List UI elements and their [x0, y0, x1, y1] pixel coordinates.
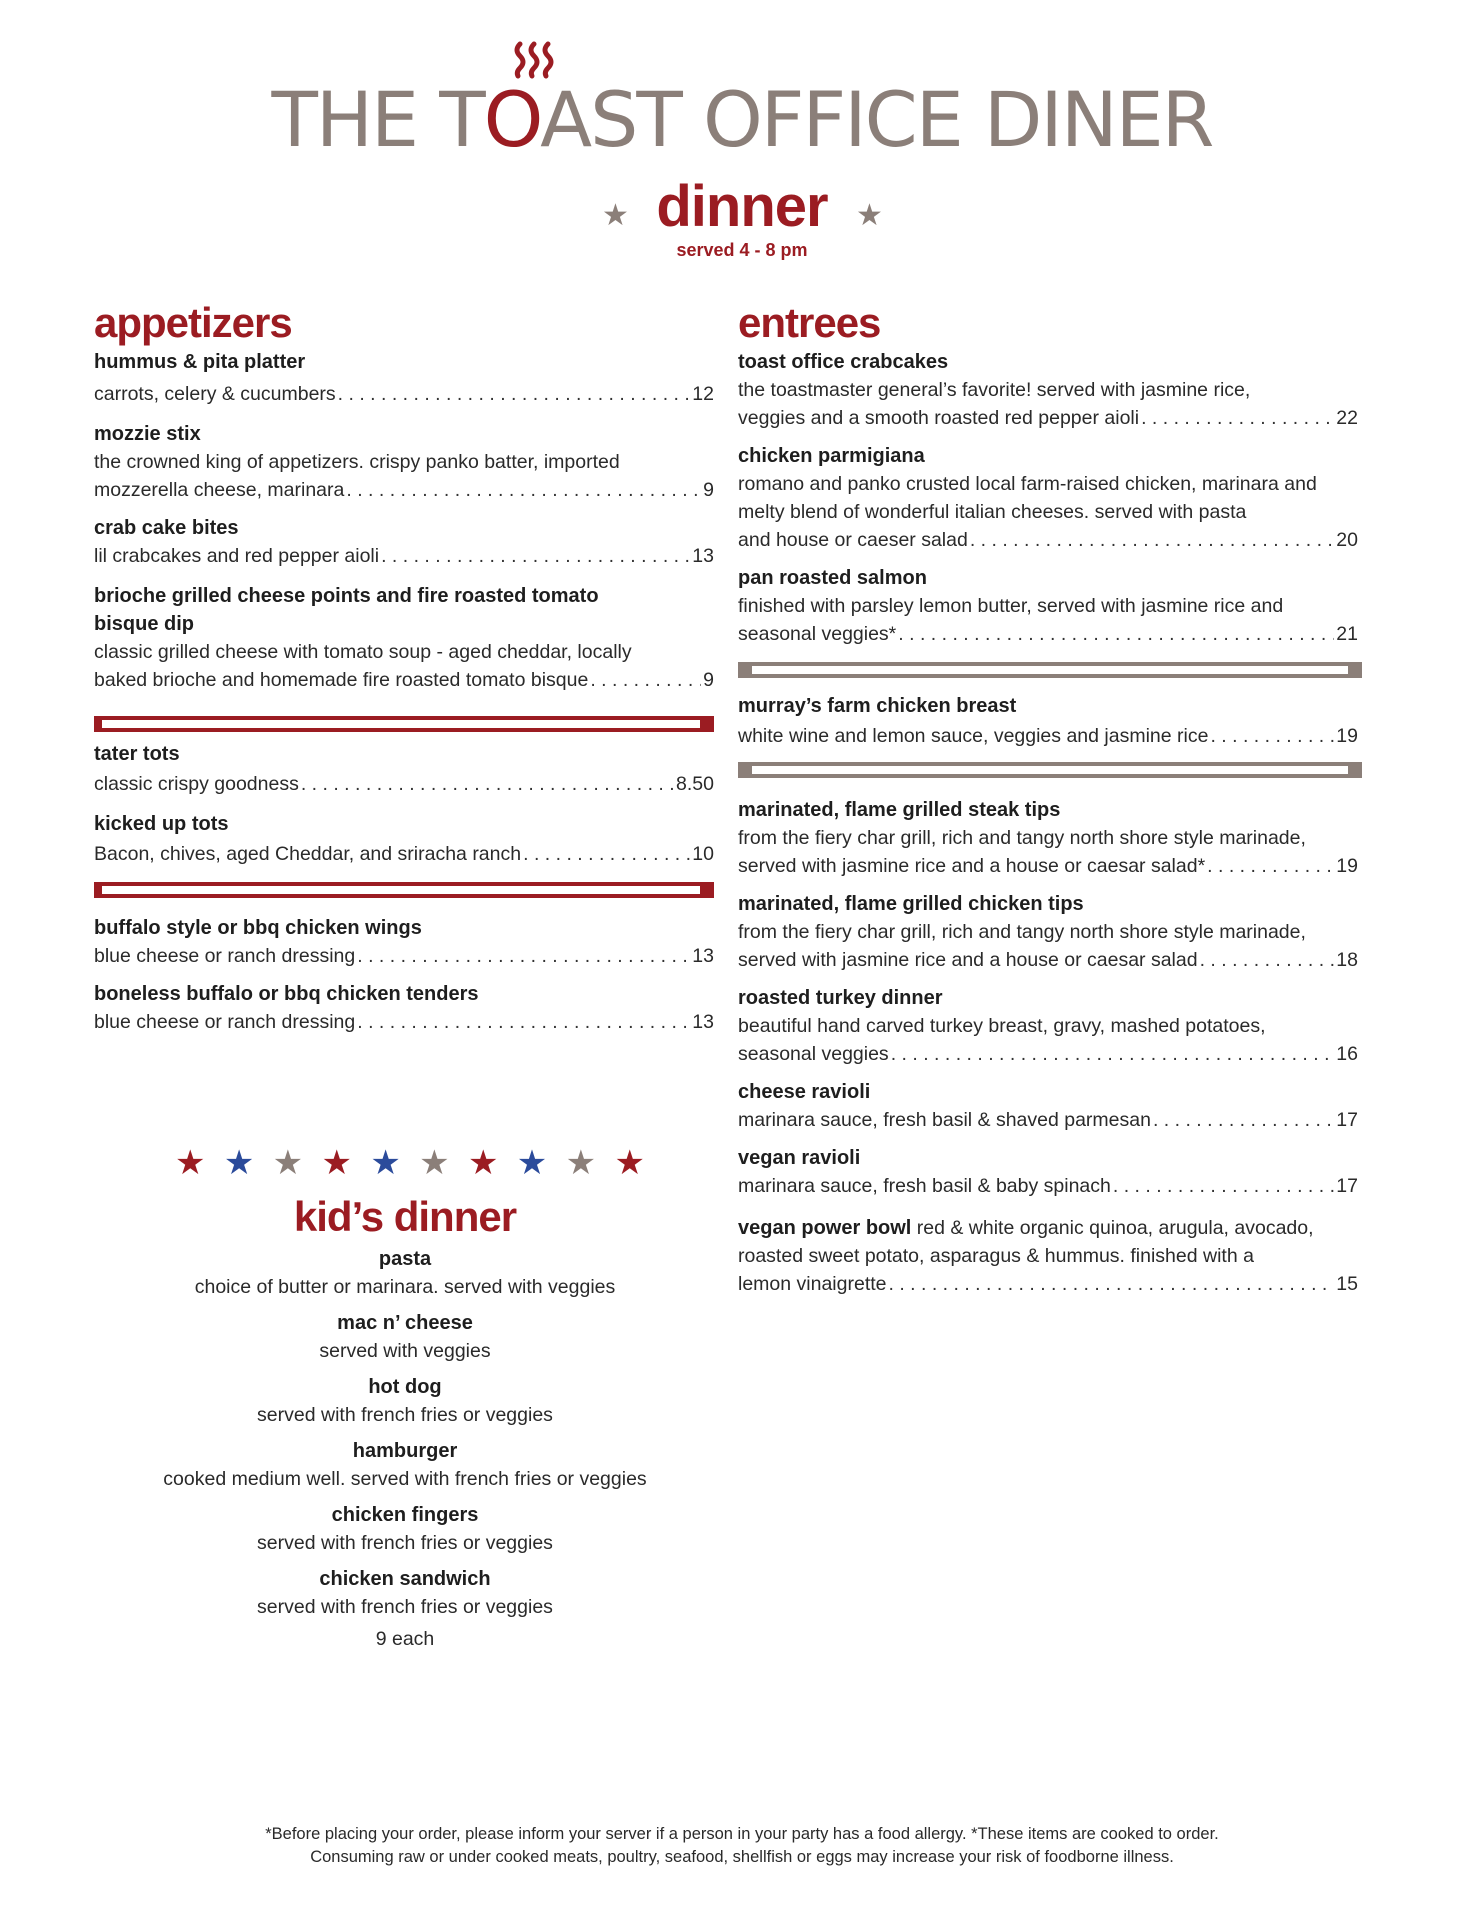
dinner-title: dinner — [656, 174, 828, 239]
item-price-line — [738, 620, 1358, 648]
item-price-line — [738, 404, 1358, 432]
menu-item-body — [94, 638, 714, 694]
item-desc: served with jasmine rice and a house or caesar salad — [738, 949, 1198, 971]
item-desc: lemon vinaigrette — [738, 1273, 887, 1295]
restaurant-name-o: O — [483, 75, 541, 164]
star-icon: ★ — [175, 1144, 206, 1182]
menu-item — [94, 348, 714, 408]
star-icon: ★ — [321, 1144, 352, 1182]
menu-item — [94, 514, 714, 570]
item-name: marinated, flame grilled chicken tips — [738, 893, 1084, 915]
section-divider — [738, 762, 1362, 778]
item-price-line — [738, 722, 1358, 750]
kids-item-name: mac n’ cheese — [337, 1312, 473, 1334]
item-desc: from the fiery char grill, rich and tangy north shore style marinade, — [738, 827, 1306, 849]
item-desc: classic grilled cheese with tomato soup - aged cheddar, locally — [94, 641, 632, 663]
item-desc: Bacon, chives, aged Cheddar, and sriracha ranch — [94, 843, 522, 865]
item-price: 20 — [1336, 529, 1358, 551]
star-icon: ★ — [856, 199, 883, 232]
item-price: 13 — [692, 945, 714, 967]
menu-item — [738, 1144, 1358, 1200]
item-price-line — [738, 852, 1358, 880]
item-name: roasted turkey dinner — [738, 987, 943, 1009]
menu-item — [738, 984, 1358, 1068]
item-name: kicked up tots — [94, 813, 229, 835]
item-price-line — [94, 770, 714, 798]
item-intro — [738, 1214, 1358, 1242]
item-desc: roasted sweet potato, asparagus & hummus. finished with a — [738, 1245, 1254, 1267]
restaurant-logo — [0, 40, 1484, 164]
star-icon: ★ — [370, 1144, 401, 1182]
menu-item — [94, 914, 714, 970]
item-price-line — [738, 1106, 1358, 1134]
menu-item — [94, 810, 714, 868]
kids-item-desc: served with french fries or veggies — [257, 1404, 553, 1426]
item-desc: red & white organic quinoa, arugula, avocado, — [911, 1217, 1314, 1239]
item-name: brioche grilled cheese points and fire roasted tomato bisque dip — [94, 585, 599, 635]
item-price: 13 — [692, 545, 714, 567]
item-name: buffalo style or bbq chicken wings — [94, 917, 422, 939]
kids-item-desc: served with french fries or veggies — [257, 1532, 553, 1554]
allergy-notice — [0, 1823, 1484, 1869]
item-price-line — [94, 840, 714, 868]
item-name: mozzie stix — [94, 423, 201, 445]
item-price-line — [94, 380, 714, 408]
menu-item — [738, 890, 1358, 974]
kids-item — [110, 1245, 700, 1301]
item-price: 10 — [692, 843, 714, 865]
item-price: 15 — [1336, 1273, 1358, 1295]
item-price: 17 — [1336, 1109, 1358, 1131]
item-price: 13 — [692, 1011, 714, 1033]
item-name: tater tots — [94, 743, 180, 765]
kids-price: 9 each — [375, 1628, 435, 1650]
item-desc: the toastmaster general’s favorite! served with jasmine rice, — [738, 379, 1251, 401]
kids-item-name: hot dog — [368, 1376, 442, 1398]
kids-item-name: chicken sandwich — [319, 1568, 491, 1590]
star-icon: ★ — [223, 1144, 255, 1182]
item-desc: served with jasmine rice and a house or caesar salad* — [738, 855, 1206, 877]
appetizers-title: appetizers — [94, 299, 292, 346]
item-price-line — [738, 1172, 1358, 1200]
item-price: 9 — [703, 479, 714, 501]
menu-item — [94, 740, 714, 798]
item-price: 21 — [1336, 623, 1358, 645]
menu-item — [738, 1214, 1358, 1298]
star-row — [175, 1146, 645, 1180]
star-icon: ★ — [516, 1144, 548, 1182]
item-name: marinated, flame grilled steak tips — [738, 799, 1061, 821]
item-name: hummus & pita platter — [94, 351, 306, 373]
item-desc: blue cheese or ranch dressing — [94, 1011, 356, 1033]
item-desc: white wine and lemon sauce, veggies and jasmine rice — [738, 725, 1209, 747]
menu-item — [94, 582, 654, 638]
item-price: 12 — [692, 383, 714, 405]
section-divider — [738, 662, 1362, 678]
menu-item — [738, 1078, 1358, 1134]
entrees-title: entrees — [738, 299, 881, 346]
star-icon: ★ — [602, 199, 629, 232]
item-price-line — [738, 946, 1358, 974]
item-name: crab cake bites — [94, 517, 239, 539]
dinner-hours: served 4 - 8 pm — [676, 240, 808, 260]
item-price-line — [94, 476, 714, 504]
item-desc: marinara sauce, fresh basil & shaved parmesan — [738, 1109, 1151, 1131]
kids-item-name: hamburger — [352, 1440, 458, 1462]
restaurant-name-part: AST OFFICE DINER — [540, 75, 1213, 164]
item-desc: marinara sauce, fresh basil & baby spinach — [738, 1175, 1111, 1197]
allergy-notice-line: *Before placing your order, please inform your server if a person in your party has a food allergy. *These items are cooked to order. — [265, 1825, 1219, 1843]
item-desc: mozzerella cheese, marinara — [94, 479, 345, 501]
item-price: 22 — [1336, 407, 1358, 429]
item-price: 17 — [1336, 1175, 1358, 1197]
item-price-line — [738, 1040, 1358, 1068]
menu-item — [94, 420, 714, 504]
menu-item — [738, 442, 1358, 554]
item-name: chicken parmigiana — [738, 445, 925, 467]
item-desc: classic crispy goodness — [94, 773, 299, 795]
item-desc: from the fiery char grill, rich and tangy north shore style marinade, — [738, 921, 1306, 943]
kids-item-desc: served with veggies — [319, 1340, 491, 1362]
item-desc: carrots, celery & cucumbers — [94, 383, 336, 405]
item-desc: blue cheese or ranch dressing — [94, 945, 356, 967]
menu-item — [738, 564, 1358, 648]
menu-item — [738, 348, 1358, 432]
kids-title: kid’s dinner — [293, 1193, 517, 1240]
item-desc: lil crabcakes and red pepper aioli — [94, 545, 380, 567]
kids-item-desc: cooked medium well. served with french fries or veggies — [163, 1468, 647, 1490]
section-divider — [94, 716, 714, 732]
item-price-line — [94, 942, 714, 970]
item-name: cheese ravioli — [738, 1081, 871, 1103]
star-icon: ★ — [419, 1144, 450, 1182]
item-price: 16 — [1336, 1043, 1358, 1065]
menu-item — [94, 980, 714, 1036]
item-desc: seasonal veggies — [738, 1043, 889, 1065]
item-desc: seasonal veggies* — [738, 623, 897, 645]
allergy-notice-line: Consuming raw or under cooked meats, poultry, seafood, shellfish or eggs may increase your risk of foodborne illness. — [310, 1848, 1174, 1866]
item-desc: veggies and a smooth roasted red pepper aioli — [738, 407, 1140, 429]
item-desc: baked brioche and homemade fire roasted tomato bisque — [94, 669, 589, 691]
item-price-line — [94, 1008, 714, 1036]
item-price: 19 — [1336, 855, 1358, 877]
kids-item-name: pasta — [378, 1248, 432, 1270]
item-price-line — [738, 1270, 1358, 1298]
item-price-line — [94, 666, 714, 694]
item-name: boneless buffalo or bbq chicken tenders — [94, 983, 479, 1005]
star-icon: ★ — [614, 1144, 645, 1182]
dinner-heading — [0, 174, 1484, 239]
kids-item — [110, 1373, 700, 1429]
item-desc: beautiful hand carved turkey breast, gravy, mashed potatoes, — [738, 1015, 1266, 1037]
item-desc: and house or caeser salad — [738, 529, 968, 551]
item-name: murray’s farm chicken breast — [738, 695, 1017, 717]
item-price: 18 — [1336, 949, 1358, 971]
kids-item-name: chicken fingers — [331, 1504, 479, 1526]
restaurant-name — [0, 75, 1484, 164]
item-desc: finished with parsley lemon butter, served with jasmine rice and — [738, 595, 1284, 617]
kids-menu — [110, 1245, 700, 1653]
kids-item-desc: served with french fries or veggies — [257, 1596, 553, 1618]
item-price-line — [738, 526, 1358, 554]
item-name: pan roasted salmon — [738, 567, 927, 589]
item-desc: romano and panko crusted local farm-raised chicken, marinara and melty blend of wonderful italian cheeses. served with pasta — [738, 473, 1317, 523]
item-desc: the crowned king of appetizers. crispy panko batter, imported — [94, 451, 620, 473]
item-price: 9 — [703, 669, 714, 691]
restaurant-name-part: THE T — [271, 75, 484, 164]
item-name: vegan power bowl — [738, 1217, 912, 1239]
star-icon: ★ — [467, 1144, 499, 1182]
section-divider — [94, 882, 714, 898]
item-price-line — [94, 542, 714, 570]
star-icon: ★ — [272, 1144, 304, 1182]
menu-item — [738, 692, 1358, 750]
menu-item — [738, 796, 1358, 880]
kids-item — [110, 1309, 700, 1365]
item-price: 19 — [1336, 725, 1358, 747]
item-price: 8.50 — [676, 773, 714, 795]
item-name: toast office crabcakes — [738, 351, 949, 373]
kids-item — [110, 1437, 700, 1493]
kids-item-desc: choice of butter or marinara. served with veggies — [194, 1276, 616, 1298]
kids-item — [110, 1501, 700, 1557]
kids-item — [110, 1565, 700, 1621]
star-icon: ★ — [565, 1144, 597, 1182]
item-name: vegan ravioli — [738, 1147, 861, 1169]
